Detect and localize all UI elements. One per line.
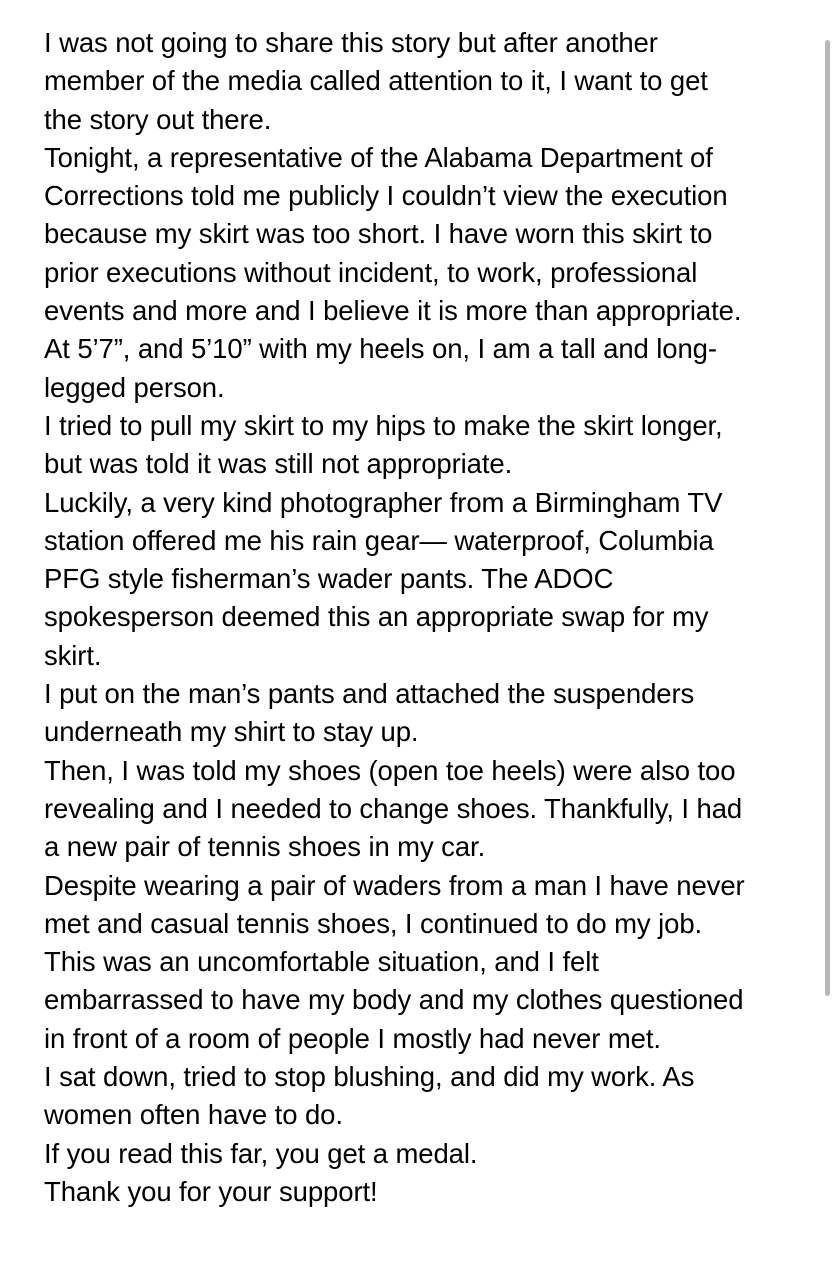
scrollbar-thumb[interactable] (825, 40, 830, 996)
paragraph-pull-skirt: I tried to pull my skirt to my hips to make the skirt longer, but was told it was still not appropriate. (44, 409, 723, 480)
paragraph-skirt-too-short: Tonight, a representative of the Alabama Department of Corrections told me publicly I couldn’t view the execution because my skirt was too short. I have worn this skirt to prior executions without incident, to work, professional events and more and I believe it is more than appropriate. At 5’7”, and 5’10” with my heels on, I am a tall and long- legged person. (44, 141, 742, 403)
paragraph-shoes: Then, I was told my shoes (open toe heels) were also too revealing and I needed to change shoes. Thankfully, I had a new pair of tennis shoes in my car. (44, 754, 743, 863)
paragraph-intro: I was not going to share this story but after another member of the media called attention to it, I want to get the story out there. (44, 27, 708, 135)
post-body (44, 24, 814, 1211)
paragraph-did-work: I sat down, tried to stop blushing, and did my work. As women often have to do. (44, 1061, 695, 1131)
paragraph-continued-job: Despite wearing a pair of waders from a man I have never met and casual tennis shoes, I continued to do my job. (44, 869, 745, 939)
scrollbar[interactable] (820, 0, 834, 1280)
paragraph-medal: If you read this far, you get a medal. (44, 1137, 478, 1169)
paragraph-suspenders: I put on the man’s pants and attached the suspenders underneath my shirt to stay up. (44, 678, 695, 748)
paragraph-rain-gear: Luckily, a very kind photographer from a Birmingham TV station offered me his rain gear— waterproof, Columbia PFG style fisherman’s wader pants. The ADOC spokesperson deemed this an appropriate swap for my skirt. (44, 486, 723, 671)
paragraph-uncomfortable: This was an uncomfortable situation, and I felt embarrassed to have my body and my clothes questioned in front of a room of people I mostly had never met. (44, 946, 744, 1054)
paragraph-thanks: Thank you for your support! (44, 1175, 378, 1207)
